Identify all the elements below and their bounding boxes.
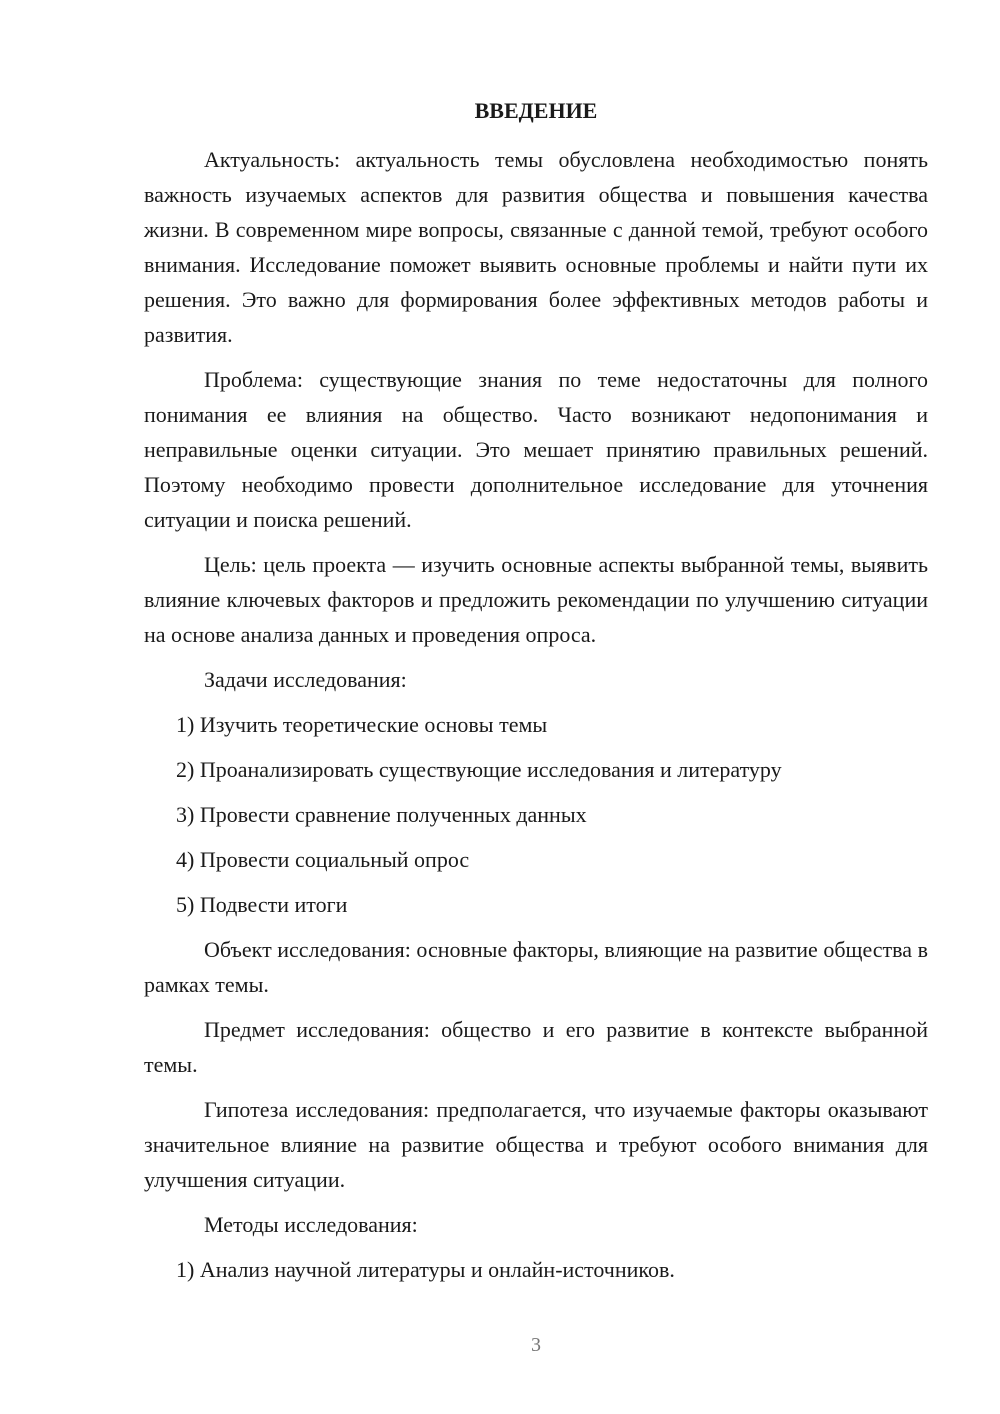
tasks-title: Задачи исследования: bbox=[204, 667, 407, 692]
methods-title: Методы исследования: bbox=[204, 1212, 418, 1237]
task-item: 4) Провести социальный опрос bbox=[176, 847, 470, 872]
page-content bbox=[144, 142, 928, 1287]
goal-paragraph: Цель: цель проекта — изучить основные аспекты выбранной темы, выявить влияние ключевых факторов и предложить рекомендации по улучшению ситуации на основе анализа данных и проведения опроса. bbox=[144, 552, 928, 647]
section-heading: ВВЕДЕНИЕ bbox=[474, 98, 598, 123]
task-item: 2) Проанализировать существующие исследования и литературу bbox=[176, 757, 782, 782]
subject-paragraph: Предмет исследования: общество и его развитие в контексте выбранной темы. bbox=[144, 1017, 928, 1077]
page-number: 3 bbox=[531, 1334, 541, 1356]
method-item: 1) Анализ научной литературы и онлайн-источников. bbox=[176, 1257, 675, 1282]
document-page bbox=[144, 0, 928, 1414]
task-item: 3) Провести сравнение полученных данных bbox=[176, 802, 587, 827]
hypothesis-paragraph: Гипотеза исследования: предполагается, что изучаемые факторы оказывают значительное влияние на развитие общества и требуют особого внимания для улучшения ситуации. bbox=[144, 1097, 928, 1192]
relevance-paragraph: Актуальность: актуальность темы обусловлена необходимостью понять важность изучаемых аспектов для развития общества и повышения качества жизни. В современном мире вопросы, связанные с данной темой, требуют особого внимания. Исследование поможет выявить основные проблемы и найти пути их решения. Это важно для формирования более эффективных методов работы и развития. bbox=[144, 147, 928, 347]
task-item: 5) Подвести итоги bbox=[176, 892, 348, 917]
object-paragraph: Объект исследования: основные факторы, влияющие на развитие общества в рамках темы. bbox=[144, 937, 928, 997]
task-item: 1) Изучить теоретические основы темы bbox=[176, 712, 548, 737]
problem-paragraph: Проблема: существующие знания по теме недостаточны для полного понимания ее влияния на общество. Часто возникают недопонимания и неправильные оценки ситуации. Это мешает принятию правильных решений. Поэтому необходимо провести дополнительное исследование для уточнения ситуации и поиска решений. bbox=[144, 367, 928, 532]
